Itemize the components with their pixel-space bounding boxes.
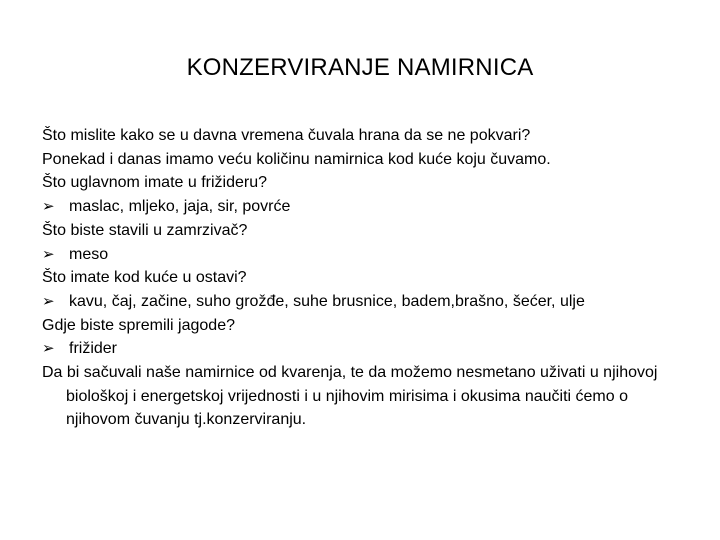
line-text: Što imate kod kuće u ostavi?	[42, 269, 247, 287]
line-text: Ponekad i danas imamo veću količinu namirnica kod kuće koju čuvamo.	[42, 150, 551, 168]
question-line	[42, 124, 682, 148]
question-line	[42, 219, 682, 243]
question-line	[42, 314, 682, 338]
line-text: Gdje biste spremili jagode?	[42, 316, 235, 334]
arrow-bullet-icon: ➢	[42, 292, 55, 310]
line-text: Što biste stavili u zamrzivač?	[42, 221, 248, 239]
line-text: Što uglavnom imate u frižideru?	[42, 174, 267, 192]
slide-content	[42, 124, 682, 432]
question-line	[42, 266, 682, 290]
arrow-bullet-icon: ➢	[42, 340, 55, 358]
bullet-text: frižider	[69, 340, 118, 358]
bullet-text: meso	[69, 245, 109, 263]
line-text: Što mislite kako se u davna vremena čuvala hrana da se ne pokvari?	[42, 127, 531, 144]
bullet-text: kavu, čaj, začine, suho grožđe, suhe brusnice, badem,brašno, šećer, ulje	[69, 292, 585, 310]
line-text: Da bi sačuvali naše namirnice od kvarenja, te da možemo nesmetano uživati u njihovoj biološkoj i energetskoj vrijednosti i u njihovim mirisima i okusima naučiti ćemo o njihovom čuvanju tj.konzerviranju.	[42, 364, 658, 429]
arrow-bullet-icon: ➢	[42, 198, 55, 216]
answer-bullet	[42, 290, 682, 314]
arrow-bullet-icon: ➢	[42, 245, 55, 263]
conclusion-paragraph	[42, 361, 682, 432]
answer-bullet	[42, 337, 682, 361]
text-line	[42, 148, 682, 172]
answer-bullet	[42, 195, 682, 219]
question-line	[42, 171, 682, 195]
slide-title: KONZERVIRANJE NAMIRNICA	[186, 54, 534, 81]
bullet-text: maslac, mljeko, jaja, sir, povrće	[69, 198, 291, 216]
answer-bullet	[42, 243, 682, 267]
